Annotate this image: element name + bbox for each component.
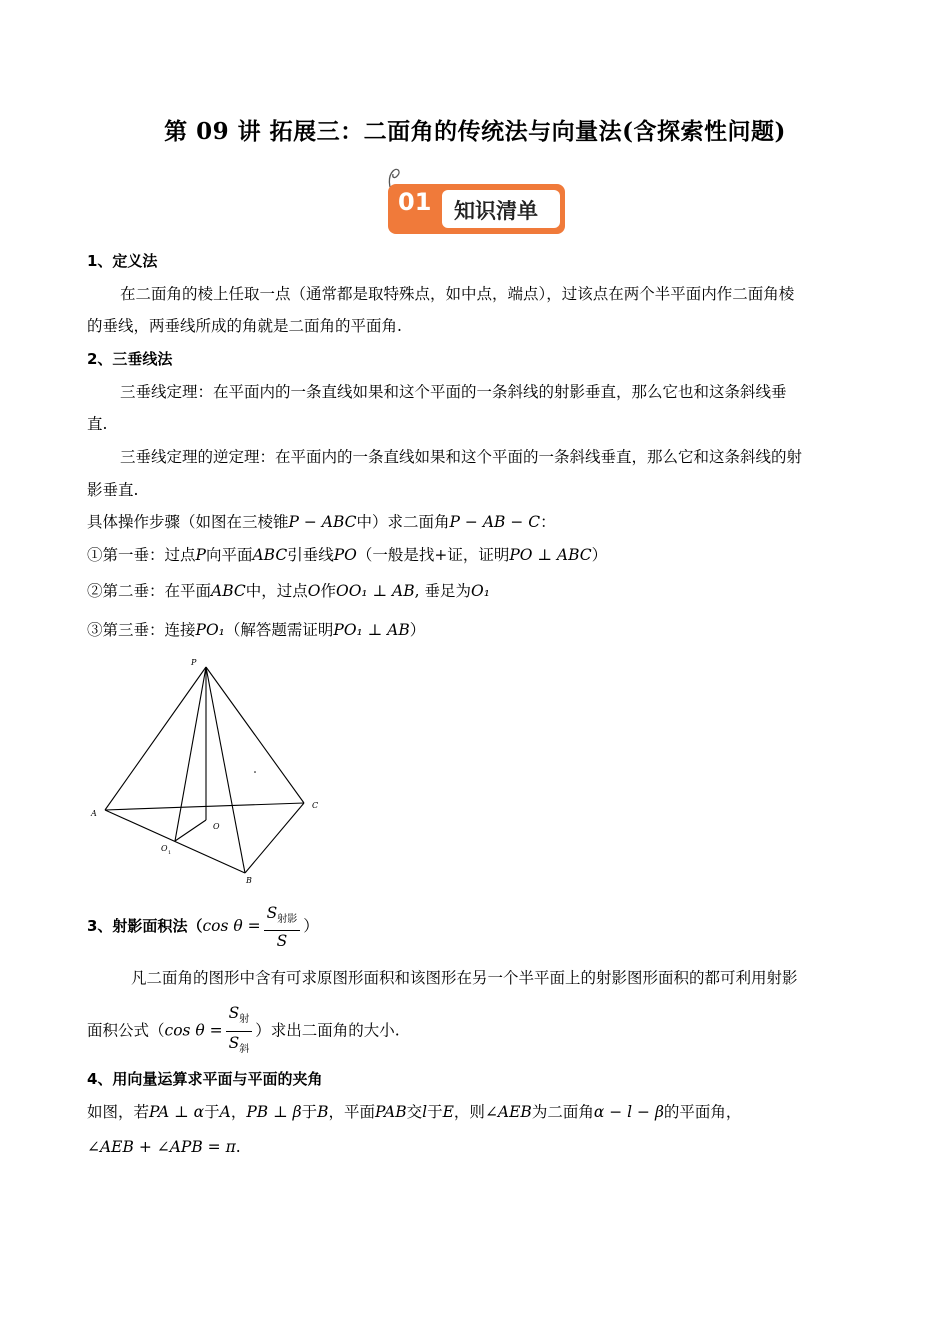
text: （解答题需证明 — [224, 621, 334, 639]
subscript: 射 — [239, 1014, 250, 1026]
paragraph: 直. — [87, 415, 108, 433]
heading-definition-method: 1、定义法 — [87, 252, 158, 270]
math: P − AB − C — [449, 513, 541, 531]
text: S — [228, 1034, 240, 1053]
math: O₁ — [471, 582, 490, 600]
segment-PO1 — [175, 667, 206, 841]
page-title: 第 09 讲 拓展三：二面角的传统法与向量法(含探索性问题) — [164, 118, 786, 145]
math: cos θ = — [164, 1021, 223, 1040]
paragraph-formula — [87, 1002, 400, 1056]
steps-intro — [87, 512, 556, 532]
paragraph: 影垂直. — [87, 481, 139, 499]
math: PO₁ — [195, 621, 225, 639]
text: ， — [230, 1103, 247, 1121]
text: ）求出二面角的大小. — [255, 1021, 400, 1040]
text: . — [235, 1138, 241, 1156]
math: l — [422, 1103, 428, 1121]
paragraph: 凡二面角的图形中含有可求原图形面积和该图形在另一个半平面上的射影图形面积的都可利用射影 — [131, 969, 798, 987]
label-O: O — [213, 822, 220, 831]
denominator: S — [276, 932, 288, 951]
text: 向平面 — [205, 546, 253, 564]
step-3 — [87, 620, 425, 640]
paragraph — [87, 1102, 741, 1122]
math: PO₁ ⊥ AB — [333, 621, 410, 639]
text: , 垂足为 — [414, 582, 472, 600]
edge-PB — [206, 667, 245, 873]
math: cos θ = — [202, 917, 261, 936]
step-2 — [87, 581, 490, 601]
text: 的平面角， — [663, 1103, 742, 1121]
tetrahedron-figure — [85, 655, 335, 890]
label-B: B — [246, 876, 252, 885]
paragraph — [87, 1137, 241, 1157]
text: ） — [303, 917, 319, 936]
math: PA ⊥ α — [149, 1103, 205, 1121]
math: B — [317, 1103, 329, 1121]
edge-AC — [105, 803, 304, 810]
dot — [254, 771, 256, 773]
step-1 — [87, 545, 607, 565]
math: ABC — [211, 582, 246, 600]
badge-label: 知识清单 — [454, 199, 538, 223]
label-P: P — [191, 658, 197, 667]
heading-projection-area — [87, 903, 319, 951]
edge-PC — [206, 667, 304, 803]
text: ②第二垂：在平面 — [87, 582, 212, 600]
numerator — [226, 1002, 253, 1032]
math: α − l − β — [593, 1103, 664, 1121]
text: ③第三垂：连接 — [87, 621, 196, 639]
text: ，平面 — [328, 1103, 375, 1121]
text: ： — [540, 513, 556, 531]
math: ABC — [252, 546, 288, 564]
paragraph: 三垂线定理：在平面内的一条直线如果和这个平面的一条斜线的射影垂直，那么它也和这条斜线垂 — [120, 383, 787, 401]
text: 中，过点 — [245, 582, 308, 600]
text: ） — [409, 621, 426, 639]
text: S — [228, 1004, 240, 1022]
text: ） — [591, 546, 608, 564]
label-O1: O — [161, 844, 168, 853]
text: ，则 — [453, 1103, 485, 1121]
section-badge — [388, 166, 568, 238]
segment-OO1 — [175, 820, 206, 841]
text: 于 — [301, 1103, 318, 1121]
label-A: A — [91, 809, 97, 818]
math: ∠AEB + ∠APB = π — [87, 1138, 236, 1156]
subscript: 射影 — [277, 914, 298, 926]
heading-three-perpendiculars: 2、三垂线法 — [87, 350, 173, 368]
paragraph: 三垂线定理的逆定理：在平面内的一条直线如果和这个平面的一条斜线垂直，那么它和这条斜线的射 — [120, 448, 803, 466]
math: A — [219, 1103, 231, 1121]
text: ①第一垂：过点 — [87, 546, 196, 564]
text: 于 — [427, 1103, 443, 1121]
badge-number: 01 — [398, 188, 432, 216]
heading-text: 3、射影面积法（ — [87, 917, 203, 936]
math: P — [195, 546, 206, 564]
math: PAB — [375, 1103, 407, 1121]
math: O — [307, 582, 321, 600]
label-O1-sub: 1 — [168, 850, 172, 856]
text: 为二面角 — [531, 1103, 594, 1121]
edge-AB — [105, 810, 245, 873]
text: 于 — [204, 1103, 220, 1121]
paragraph: 在二面角的棱上任取一点（通常都是取特殊点，如中点，端点），过该点在两个半平面内作二面角棱 — [120, 285, 795, 303]
text: 如图，若 — [87, 1103, 150, 1121]
text: （一般是找+证，证明 — [356, 546, 510, 564]
edge-CB — [245, 803, 304, 873]
math: PO — [333, 546, 357, 564]
text: 引垂线 — [287, 546, 334, 564]
math: OO₁ ⊥ AB — [336, 582, 415, 600]
edge-PA — [105, 667, 206, 810]
paragraph: 的垂线，两垂线所成的角就是二面角的平面角. — [87, 317, 402, 335]
fraction — [226, 1002, 253, 1061]
math: E — [442, 1103, 454, 1121]
text: S — [266, 904, 278, 922]
subscript: 斜 — [239, 1044, 250, 1056]
label-C: C — [312, 801, 319, 810]
text: 具体操作步骤（如图在三棱锥 — [87, 513, 289, 531]
text: 中）求二面角 — [356, 513, 450, 531]
fraction — [264, 903, 301, 951]
text: 交 — [406, 1103, 423, 1121]
math: ∠AEB — [484, 1103, 532, 1121]
math: PB ⊥ β — [246, 1103, 302, 1121]
text: 面积公式（ — [87, 1021, 165, 1040]
numerator — [264, 903, 301, 931]
text: 作 — [320, 582, 336, 600]
heading-vector-method: 4、用向量运算求平面与平面的夹角 — [87, 1070, 323, 1088]
math: PO ⊥ ABC — [509, 546, 592, 564]
denominator — [226, 1032, 253, 1061]
math: P − ABC — [288, 513, 357, 531]
